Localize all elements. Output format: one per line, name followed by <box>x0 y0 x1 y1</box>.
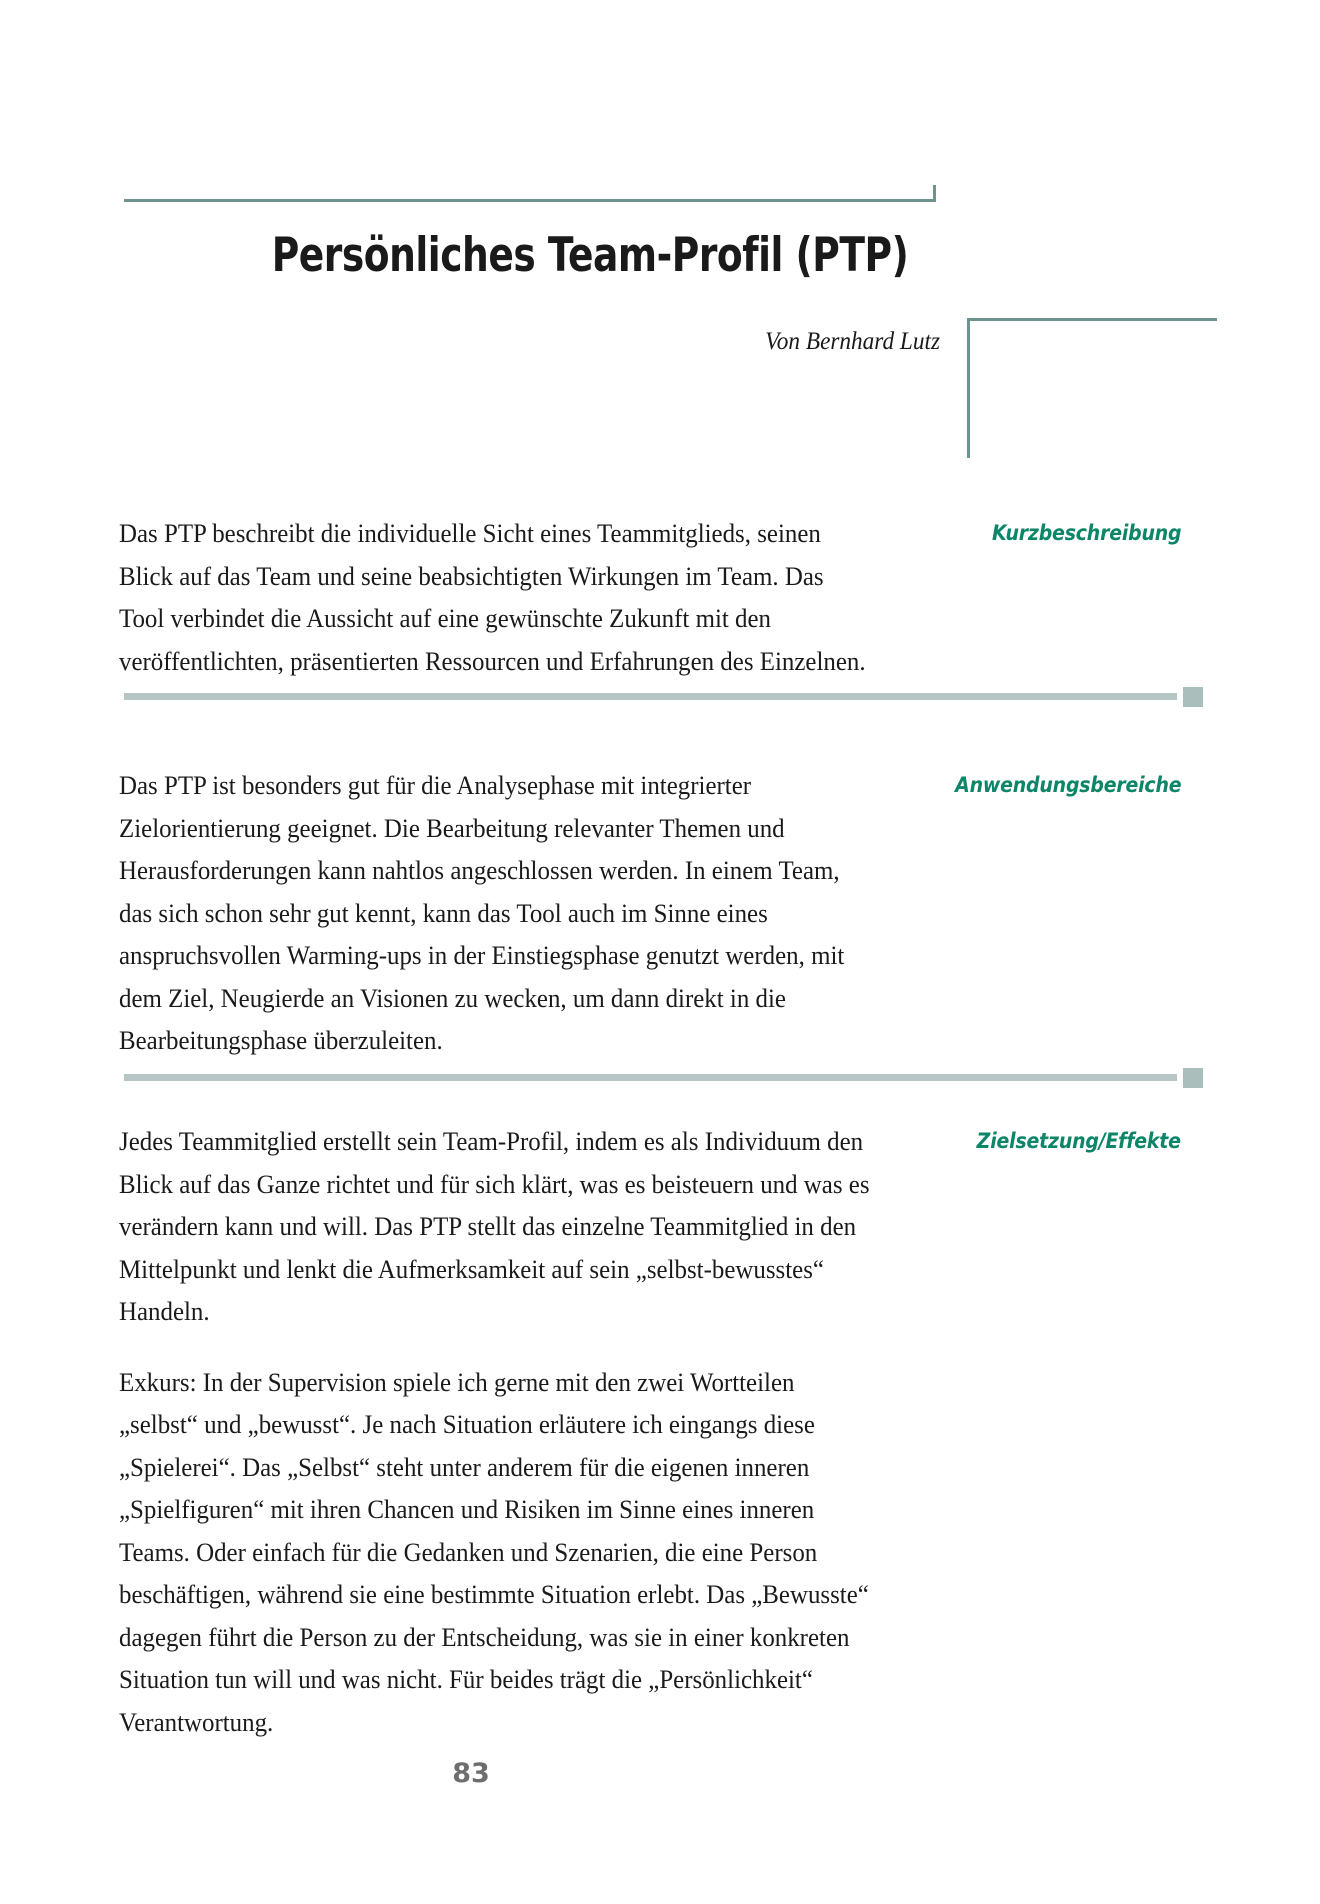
section-divider-2 <box>124 1074 1177 1081</box>
section-divider-2-cap <box>1183 1068 1203 1088</box>
section-body-kurzbeschreibung <box>119 512 871 682</box>
section-body-anwendungsbereiche <box>119 764 871 1062</box>
page-title: Persönliches Team-Profil (PTP) <box>271 228 909 283</box>
section-label-zielsetzung-effekte: Zielsetzung/Effekte <box>976 1129 1181 1153</box>
section-body-zielsetzung-effekte <box>119 1120 871 1743</box>
header-top-rule-cap <box>933 185 936 202</box>
author-byline: Von Bernhard Lutz <box>765 328 940 355</box>
header-top-rule <box>124 199 936 202</box>
paragraph: Exkurs: In der Supervision spiele ich gerne mit den zwei Wortteilen „selbst“ und „bewusst“. Je nach Situation erläutere ich eingangs diese „Spielerei“. Das „Selbst“ steht unter anderem für die eigenen inneren „Spielfiguren“ mit ihren Chancen und Risiken im Sinne eines inneren Teams. Oder einfach für die Gedanken und Szenarien, die eine Person beschäftigen, während sie eine bestimmte Situation erlebt. Das „Bewusste“ dagegen führt die Person zu der Entscheidung, was sie in einer konkreten Situation tun will und was nicht. Für beides trägt die „Persönlichkeit“ Verantwortung. <box>119 1366 869 1737</box>
section-divider-1 <box>124 693 1177 700</box>
header-corner-frame <box>967 318 1217 458</box>
section-label-kurzbeschreibung: Kurzbeschreibung <box>991 521 1181 545</box>
paragraph: Das PTP ist besonders gut für die Analysephase mit integrierter Zielorientierung geeignet. Die Bearbeitung relevanter Themen und Herausforderungen kann nahtlos angeschlossen werden. In einem Team, das sich schon sehr gut kennt, kann das Tool auch im Sinne eines anspruchsvollen Warming-ups in der Einstiegsphase genutzt werden, mit dem Ziel, Neugierde an Visionen zu wecken, um dann direkt in die Bearbeitungsphase überzuleiten. <box>119 770 845 1055</box>
section-divider-1-cap <box>1183 687 1203 707</box>
section-label-anwendungsbereiche: Anwendungsbereiche <box>954 773 1181 797</box>
page-number: 83 <box>452 1758 490 1789</box>
paragraph: Das PTP beschreibt die individuelle Sicht eines Teammitglieds, seinen Blick auf das Team und seine beabsichtigten Wirkungen im Team. Das Tool verbindet die Aussicht auf eine gewünschte Zukunft mit den veröffentlichten, präsentierten Ressourcen und Erfahrungen des Einzelnen. <box>119 518 866 676</box>
paragraph: Jedes Teammitglied erstellt sein Team-Profil, indem es als Individuum den Blick auf das Ganze richtet und für sich klärt, was es beisteuern und was es verändern kann und will. Das PTP stellt das einzelne Teammitglied in den Mittelpunkt und lenkt die Aufmerksamkeit auf sein „selbst-bewusstes“ Handeln. <box>119 1126 870 1326</box>
